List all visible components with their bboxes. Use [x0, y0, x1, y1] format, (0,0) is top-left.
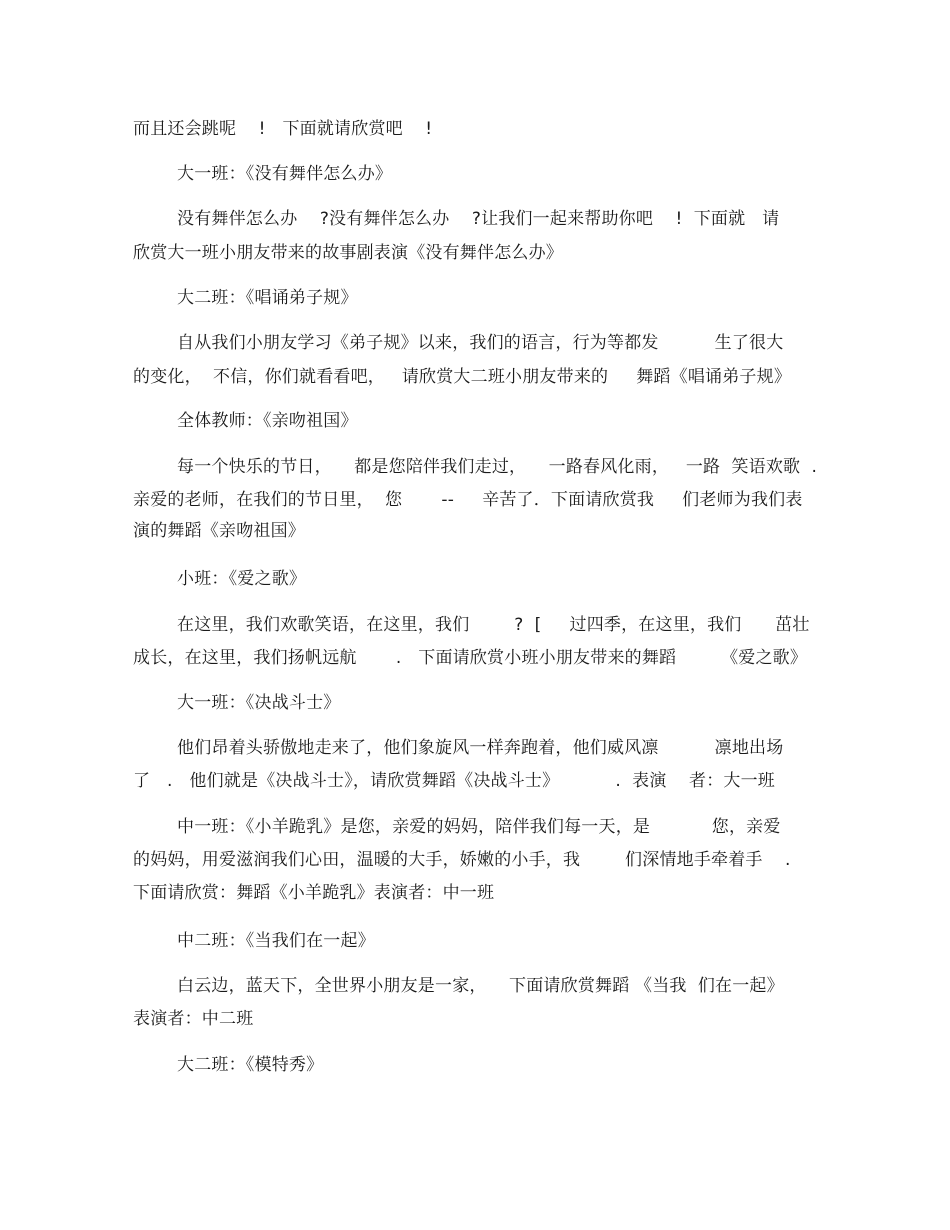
- section-heading: 大一班：《没有舞伴怎么办》: [177, 164, 393, 184]
- text-line: 下面请欣赏：舞蹈《小羊跪乳》表演者：中一班: [133, 883, 495, 903]
- section-heading: 大二班：《模特秀》: [177, 1055, 324, 1075]
- section-heading: 大二班：《唱诵弟子规》: [177, 288, 358, 308]
- text-line: 的变化， 不信，你们就看看吧， 请欣赏大二班小朋友带来的 舞蹈《唱诵弟子规》: [133, 367, 792, 387]
- text-line: 他们昂着头骄傲地走来了，他们象旋风一样奔跑着，他们威风凛 凛地出场: [177, 738, 784, 758]
- text-line: 白云边，蓝天下，全世界小朋友是一家， 下面请欣赏舞蹈 《当我 们在一起》: [177, 976, 784, 996]
- text-line: 成长，在这里，我们扬帆远航 . 下面请欣赏小班小朋友带来的舞蹈 《爱之歌》: [133, 648, 808, 668]
- text-line: 没有舞伴怎么办 ?没有舞伴怎么办 ?让我们一起来帮助你吧 ! 下面就 请: [177, 209, 780, 229]
- text-line: 演的舞蹈《亲吻祖国》: [133, 521, 305, 541]
- section-heading: 大一班：《决战斗士》: [177, 693, 341, 713]
- section-heading: 全体教师：《亲吻祖国》: [177, 411, 358, 431]
- text-line: 的妈妈，用爱滋润我们心田，温暖的大手，娇嫩的小手，我 们深情地手牵着手 .: [133, 850, 791, 870]
- text-line: 中一班：《小羊跪乳》是您，亲爱的妈妈，陪伴我们每一天，是 您，亲爱: [177, 817, 781, 837]
- text-line: 表演者：中二班: [133, 1009, 254, 1029]
- section-heading: 小班：《爱之歌》: [177, 569, 307, 589]
- text-line: 欣赏大一班小朋友带来的故事剧表演《没有舞伴怎么办》: [133, 243, 563, 263]
- section-heading: 中二班：《当我们在一起》: [177, 931, 375, 951]
- text-line: 每一个快乐的节日， 都是您陪伴我们走过， 一路春风化雨， 一路 笑语欢歌 .: [177, 457, 818, 477]
- text-line: 在这里，我们欢歌笑语，在这里，我们 ? [ 过四季，在这里，我们 茁壮: [177, 615, 810, 635]
- text-line: 自从我们小朋友学习《弟子规》以来，我们的语言，行为等都发 生了很大: [177, 333, 784, 353]
- text-line: 了 . 他们就是《决战斗士》，请欣赏舞蹈《决战斗士》 . 表演 者：大一班: [133, 771, 775, 791]
- text-line: 亲爱的老师，在我们的节日里， 您 -- 辛苦了．下面请欣赏我 们老师为我们表: [133, 490, 803, 510]
- text-line: 而且还会跳呢 ! 下面就请欣赏吧 !: [133, 119, 433, 139]
